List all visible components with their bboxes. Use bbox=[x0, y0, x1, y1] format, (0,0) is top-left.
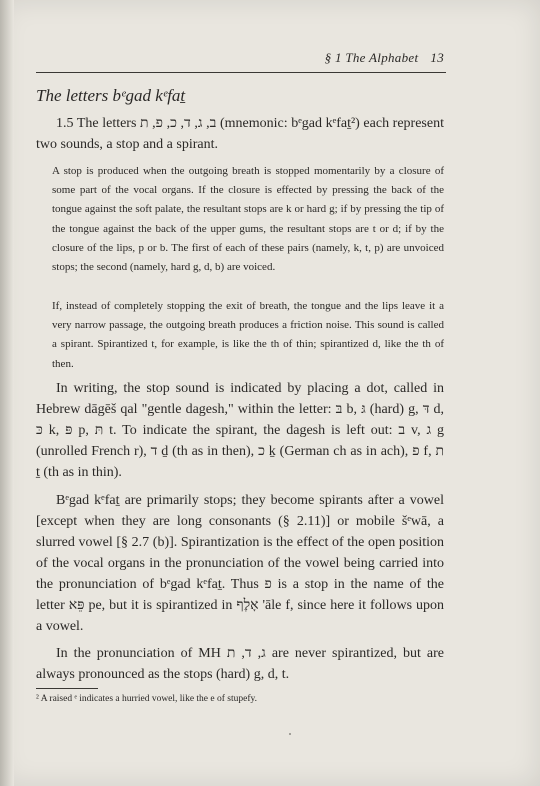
paragraph-1-5: 1.5 The letters ב, ג, ד, כ, פ, ת (mnemonic: bᵉgad kᵉfat̠²) each represent two sounds, a stop and a spirant. bbox=[36, 116, 444, 152]
running-head bbox=[325, 50, 444, 66]
paragraph-writing: In writing, the stop sound is indicated by placing a dot, called in Hebrew dāgēš qal "gentle dagesh," within the letter: בּ b, גּ (hard) g, דּ d, כּ k, פּ p, תּ t. To indicate the spirant, the dagesh is left out: ב v, ג g (unrolled French r), ד d̠ (th as in then), כ k̠ (German ch as in ach), פ f, ת t̠ (th as in thin). bbox=[36, 381, 445, 480]
paragraph-mh: In the pronunciation of MH ג, ד, ת are never spirantized, but are always pronounced as the stops (hard) g, d, t. bbox=[36, 646, 444, 682]
paragraph-begad-kefat: Bᵉgad kᵉfat̠ are primarily stops; they become spirants after a vowel [except when they are long consonants (§ 2.11)] or mobile šᵉwā, a slurred vowel [§ 2.7 (b)]. Spirantization is the effect of the open position of the vocal organs in the pronunciation of the vowel being carried into the pronunciation of bᵉgad kᵉfat̠. Thus פ is a stop in the name of the letter פֵּא pe, but it is spirantized in אָלֶף 'āle f, since here it follows upon a vowel. bbox=[36, 493, 445, 634]
page-gutter-shadow bbox=[0, 0, 14, 786]
section-title: The letters bᵉgad kᵉfat̠ bbox=[36, 86, 186, 105]
note-spirant-definition: If, instead of completely stopping the exit of breath, the tongue and the lips leave it a very narrow passage, the outgoing breath produces a friction noise. This sound is called a spirant. Spirantized t, for example, is like the th of thin; spirantized d, like the th of then. bbox=[52, 300, 444, 370]
running-head-title: § 1 The Alphabet bbox=[324, 50, 419, 65]
header-rule bbox=[36, 72, 446, 73]
page-number: 13 bbox=[430, 50, 444, 65]
note-stop-definition: A stop is produced when the outgoing breath is stopped momentarily by a closure of some part of the vocal organs. If the closure is effected by pressing the back of the tongue against the soft palate, the resultant stops are k or hard g; if by pressing the tip of the tongue against the back of the upper gums, the resultant stops are t or d; if by the closure of the lips, p or b. The first of each of these pairs (namely, k, t, p) are unvoiced stops; the second (namely, hard g, d, b) are voiced. bbox=[52, 165, 444, 274]
page-speck bbox=[289, 733, 291, 735]
footnote-rule bbox=[36, 688, 98, 689]
footnote: ² A raised ᵉ indicates a hurried vowel, like the e of stupefy. bbox=[36, 694, 257, 704]
